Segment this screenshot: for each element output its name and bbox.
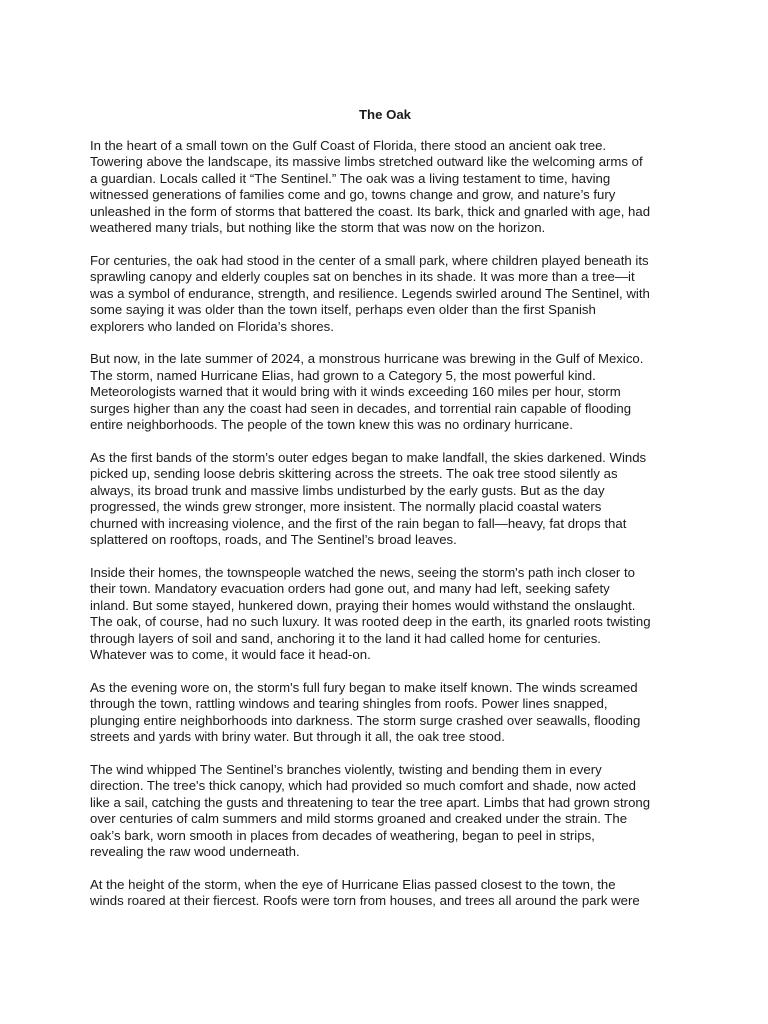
document-title: The Oak <box>358 107 412 122</box>
text-line: over centuries of calm summers and mild storms groaned and creaked under the strain. The <box>90 811 628 827</box>
text-line: inland. But some stayed, hunkered down, praying their homes would withstand the onslaught. <box>90 597 636 613</box>
text-line: explorers who landed on Florida’s shores. <box>90 318 334 334</box>
text-line: some saying it was older than the town itself, perhaps even older than the first Spanish <box>90 302 596 318</box>
paragraph <box>90 450 680 548</box>
text-line: churned with increasing violence, and the first of the rain began to fall—heavy, fat drops that <box>90 515 627 531</box>
text-line: always, its broad trunk and massive limbs undisturbed by the early gusts. But as the day <box>90 482 605 498</box>
text-line: oak’s bark, worn smooth in places from decades of weathering, began to peel in strips, <box>90 827 595 843</box>
text-line: picked up, sending loose debris skittering across the streets. The oak tree stood silently as <box>90 466 618 482</box>
paragraph <box>90 253 680 335</box>
document-body <box>90 138 680 910</box>
text-line: unleashed in the form of storms that battered the coast. Its bark, thick and gnarled with age, had <box>90 203 651 219</box>
text-line: At the height of the storm, when the eye of Hurricane Elias passed closest to the town, the <box>90 876 616 892</box>
text-line: Whatever was to come, it would face it head-on. <box>90 646 371 662</box>
text-line: As the evening wore on, the storm's full fury began to make itself known. The winds screamed <box>90 679 638 695</box>
text-line: winds roared at their fiercest. Roofs were torn from houses, and trees all around the park were <box>90 893 640 909</box>
text-line: entire neighborhoods. The people of the town knew this was no ordinary hurricane. <box>90 417 573 433</box>
text-line: plunging entire neighborhoods into darkness. The storm surge crashed over seawalls, flooding <box>90 712 641 728</box>
text-line: witnessed generations of families come and go, towns change and grow, and nature’s fury <box>90 187 616 203</box>
text-line: The oak, of course, had no such luxury. It was rooted deep in the earth, its gnarled roots twisting <box>90 614 651 630</box>
text-line: progressed, the winds grew stronger, more insistent. The normally placid coastal waters <box>90 499 602 515</box>
document-page <box>90 106 680 926</box>
text-line: Meteorologists warned that it would bring with it winds exceeding 160 miles per hour, storm <box>90 384 621 400</box>
text-line: splattered on rooftops, roads, and The Sentinel’s broad leaves. <box>90 532 457 548</box>
text-line: The storm, named Hurricane Elias, had grown to a Category 5, the most powerful kind. <box>90 367 596 383</box>
text-line: streets and yards with briny water. But through it all, the oak tree stood. <box>90 729 505 745</box>
text-line: through layers of soil and sand, anchoring it to the land it had called home for centuries. <box>90 630 601 646</box>
text-line: direction. The tree's thick canopy, which had provided so much comfort and shade, now acted <box>90 778 636 794</box>
paragraph <box>90 138 680 236</box>
text-line: through the town, rattling windows and tearing shingles from roofs. Power lines snapped, <box>90 696 608 712</box>
paragraph <box>90 762 680 860</box>
text-line: surges higher than any the coast had seen in decades, and torrential rain capable of flooding <box>90 400 632 416</box>
text-line: As the first bands of the storm’s outer edges began to make landfall, the skies darkened. Winds <box>90 450 647 465</box>
text-line: For centuries, the oak had stood in the center of a small park, where children played beneath its <box>90 252 649 268</box>
text-line: In the heart of a small town on the Gulf Coast of Florida, there stood an ancient oak tree. <box>90 138 607 153</box>
text-line: But now, in the late summer of 2024, a monstrous hurricane was brewing in the Gulf of Mexico. <box>90 351 644 367</box>
text-line: was a symbol of endurance, strength, and resilience. Legends swirled around The Sentinel, with <box>90 285 650 301</box>
paragraph <box>90 565 680 663</box>
text-line: The wind whipped The Sentinel’s branches violently, twisting and bending them in every <box>90 762 602 777</box>
paragraph <box>90 877 680 910</box>
text-line: revealing the raw wood underneath. <box>90 844 300 860</box>
text-line: weathered many trials, but nothing like the storm that was now on the horizon. <box>90 220 546 236</box>
text-line: sprawling canopy and elderly couples sat on benches in its shade. It was more than a tree—it <box>90 269 635 285</box>
text-line: like a sail, catching the gusts and threatening to tear the tree apart. Limbs that had grown strong <box>90 794 651 810</box>
paragraph <box>90 680 680 746</box>
text-line: their town. Mandatory evacuation orders had gone out, and many had left, seeking safety <box>90 581 610 597</box>
paragraph <box>90 351 680 433</box>
text-line: Towering above the landscape, its massive limbs stretched outward like the welcoming arms of <box>90 154 643 170</box>
text-line: Inside their homes, the townspeople watched the news, seeing the storm's path inch closer to <box>90 564 635 580</box>
text-line: a guardian. Locals called it “The Sentinel.” The oak was a living testament to time, having <box>90 170 611 186</box>
